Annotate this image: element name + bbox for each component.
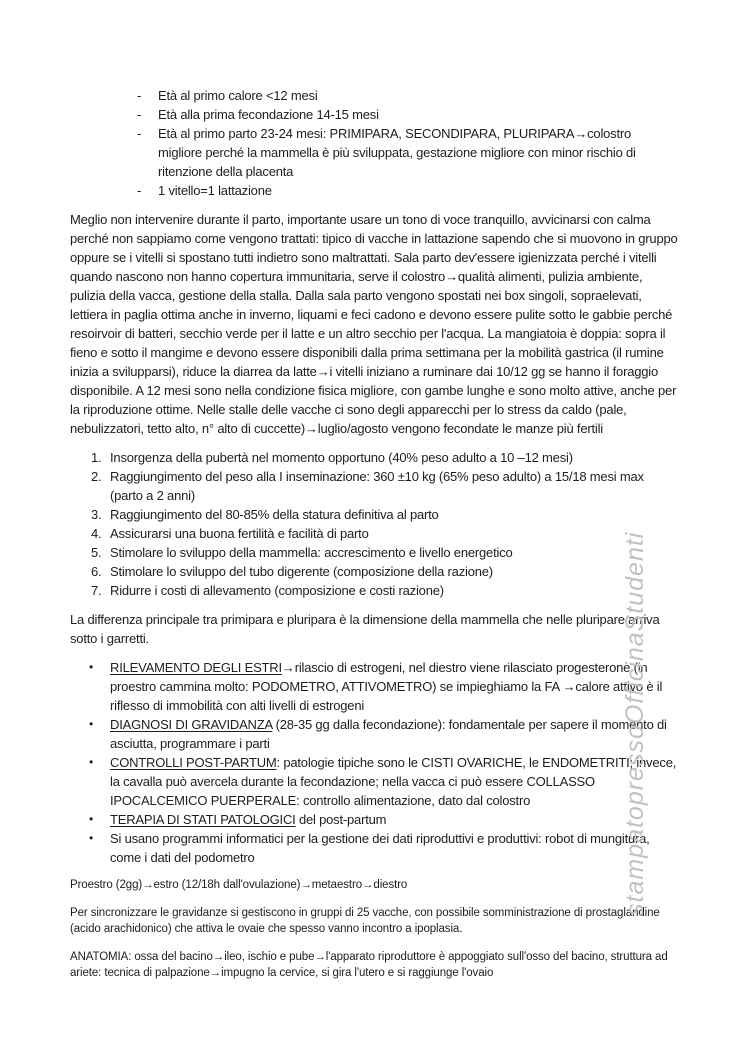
bullet-marker: • <box>89 660 94 674</box>
list-item-text: Stimolare lo sviluppo della mammella: accrescimento e livello energetico <box>110 545 513 560</box>
bullet-marker: • <box>89 755 94 769</box>
underlined-term: CONTROLLI POST-PARTUM <box>110 755 277 770</box>
list-item-text: Raggiungimento del peso alla I inseminazione: 360 ±10 kg (65% peso adulto) a 15/18 mesi max (parto a 2 anni) <box>110 469 644 503</box>
list-item-text: Stimolare lo sviluppo del tubo digerente (composizione della razione) <box>110 564 493 579</box>
number-marker: 7. <box>91 583 102 598</box>
list-item-text: Ridurre i costi di allevamento (composizione e costi razione) <box>110 583 444 598</box>
list-item <box>70 543 678 562</box>
list-item <box>70 753 678 810</box>
bullet-marker: • <box>89 717 94 731</box>
list-item-text <box>110 658 678 715</box>
number-marker: 2. <box>91 469 102 484</box>
list-item-rest: (28-35 gg dalla fecondazione): fondamentale per sapere il momento di asciutta, programmare i parti <box>110 717 667 751</box>
paragraph-primipara-pluripara: La differenza principale tra primipara e pluripara è la dimensione della mammella che nelle pluripare arriva sotto i garretti. <box>70 612 660 646</box>
dash-marker: - <box>137 107 142 122</box>
list-item <box>70 124 678 181</box>
dash-marker: - <box>137 88 142 103</box>
bullet-marker: • <box>89 831 94 845</box>
bullet-marker: • <box>89 812 94 826</box>
list-item <box>70 829 678 867</box>
list-item <box>70 524 678 543</box>
list-item-text: Raggiungimento del 80-85% della statura definitiva al parto <box>110 507 439 522</box>
paragraph-calving-management: Meglio non intervenire durante il parto, importante usare un tono di voce tranquillo, avvicinarsi con calma perché non sappiamo come vengono trattati: tipico di vacche in lattazione sapendo che si muovono in gruppo oppure se i vitelli si spostano tutti indietro sono maltrattati. Sala parto dev'essere igienizzata perché i vitelli quando nascono non hanno copertura immunitaria, serve il colostro→qualità alimenti, pulizia ambiente, pulizia della vacca, gestione della stalla. Dalla sala parto vengono spostati nei box singoli, sopraelevati, lettiera in paglia ottima anche in inverno, liquami e feci cadono e devono essere pulite sotto le gabbie perché resoirvoir di batteri, secchio verde per il latte e un altro secchio per l'acqua. La mangiatoia è doppia: sopra il fieno e sotto il mangime e devono essere disponibili dalla prima settimana per la mobilità gastrica (il rumine inizia a svilupparsi), riduce la diarrea da latte→i vitelli iniziano a ruminare dai 10/12 gg se hanno il foraggio disponibile. A 12 mesi sono nella condizione fisica migliore, con gambe lunghe e sono molto attive, anche per la riproduzione ottime. Nelle stalle delle vacche ci sono degli apparecchi per lo stress da caldo (pale, nebulizzatori, tetto alto, n° alto di cuccette)→luglio/agosto vengono fecondate le manze più fertili <box>70 212 678 436</box>
list-item <box>70 658 678 715</box>
list-item-text <box>110 715 678 753</box>
footnote-estrous-cycle: Proestro (2gg)→estro (12/18h dall'ovulazione)→metaestro→diestro <box>70 879 408 891</box>
list-item <box>70 715 678 753</box>
number-marker: 6. <box>91 564 102 579</box>
list-item-text: Assicurarsi una buona fertilità e facilità di parto <box>110 526 369 541</box>
list-item-text: Età al primo parto 23-24 mesi: PRIMIPARA, SECONDIPARA, PLURIPARA→colostro migliore perché la mammella è più sviluppata, gestazione migliore con minor rischio di ritenzione della placenta <box>158 126 636 179</box>
list-item <box>70 105 678 124</box>
underlined-term: RILEVAMENTO DEGLI ESTRI <box>110 660 282 675</box>
list-item-text: Età alla prima fecondazione 14-15 mesi <box>158 107 379 122</box>
numbered-list <box>70 448 678 600</box>
list-item-rest: del post-partum <box>295 812 387 827</box>
number-marker: 3. <box>91 507 102 522</box>
list-item-text: 1 vitello=1 lattazione <box>158 183 272 198</box>
list-item <box>70 86 678 105</box>
list-item <box>70 181 678 200</box>
number-marker: 5. <box>91 545 102 560</box>
footnote-synchronization: Per sincronizzare le gravidanze si gestiscono in gruppi di 25 vacche, con possibile somministrazione di prostaglandine (acido arachidonico) che attiva le ovaie che spesso vanno incontro a ipoplasia. <box>70 906 660 935</box>
list-item-text: Insorgenza della pubertà nel momento opportuno (40% peso adulto a 10 –12 mesi) <box>110 450 573 465</box>
list-item-text <box>110 829 678 867</box>
list-item-text: Età al primo calore <12 mesi <box>158 88 318 103</box>
list-item-rest: : patologie tipiche sono le CISTI OVARICHE, le ENDOMETRITI; invece, la cavalla può avercela durante la fecondazione; nella vacca ci può essere COLLASSO IPOCALCEMICO PUERPERALE: controllo alimentazione, dato dal colostro <box>110 755 677 808</box>
list-item <box>70 581 678 600</box>
list-item <box>70 505 678 524</box>
number-marker: 1. <box>91 450 102 465</box>
underlined-term: TERAPIA DI STATI PATOLOGICI <box>110 812 296 827</box>
list-item <box>70 448 678 467</box>
dash-list <box>70 86 678 200</box>
list-item <box>70 467 678 505</box>
number-marker: 4. <box>91 526 102 541</box>
bullet-list <box>70 658 678 867</box>
dash-marker: - <box>137 126 142 141</box>
list-item-text <box>110 753 678 810</box>
document-page <box>70 86 678 993</box>
list-item-rest: Si usano programmi informatici per la gestione dei dati riproduttivi e produttivi: robot di mungitura, come i dati del podometro <box>110 831 650 865</box>
list-item <box>70 810 678 829</box>
dash-marker: - <box>137 183 142 198</box>
list-item <box>70 562 678 581</box>
list-item-text <box>110 810 678 829</box>
list-item-rest: →rilascio di estrogeni, nel diestro viene rilasciato progesterone (in proestro cammina molto: PODOMETRO, ATTIVOMETRO) se impieghiamo la FA →calore attivo è il riflesso di immobilità con alti livelli di estrogeni <box>110 660 663 713</box>
watermark-text: stampatopressoOfficinaStudenti <box>621 531 649 916</box>
underlined-term: DIAGNOSI DI GRAVIDANZA <box>110 717 273 732</box>
footnote-anatomy: ANATOMIA: ossa del bacino→ileo, ischio e pube→l'apparato riproduttore è appoggiato sull'osso del bacino, struttura ad ariete: tecnica di palpazione→impugno la cervice, si gira l'utero e si raggiunge l'ovaio <box>70 950 668 979</box>
